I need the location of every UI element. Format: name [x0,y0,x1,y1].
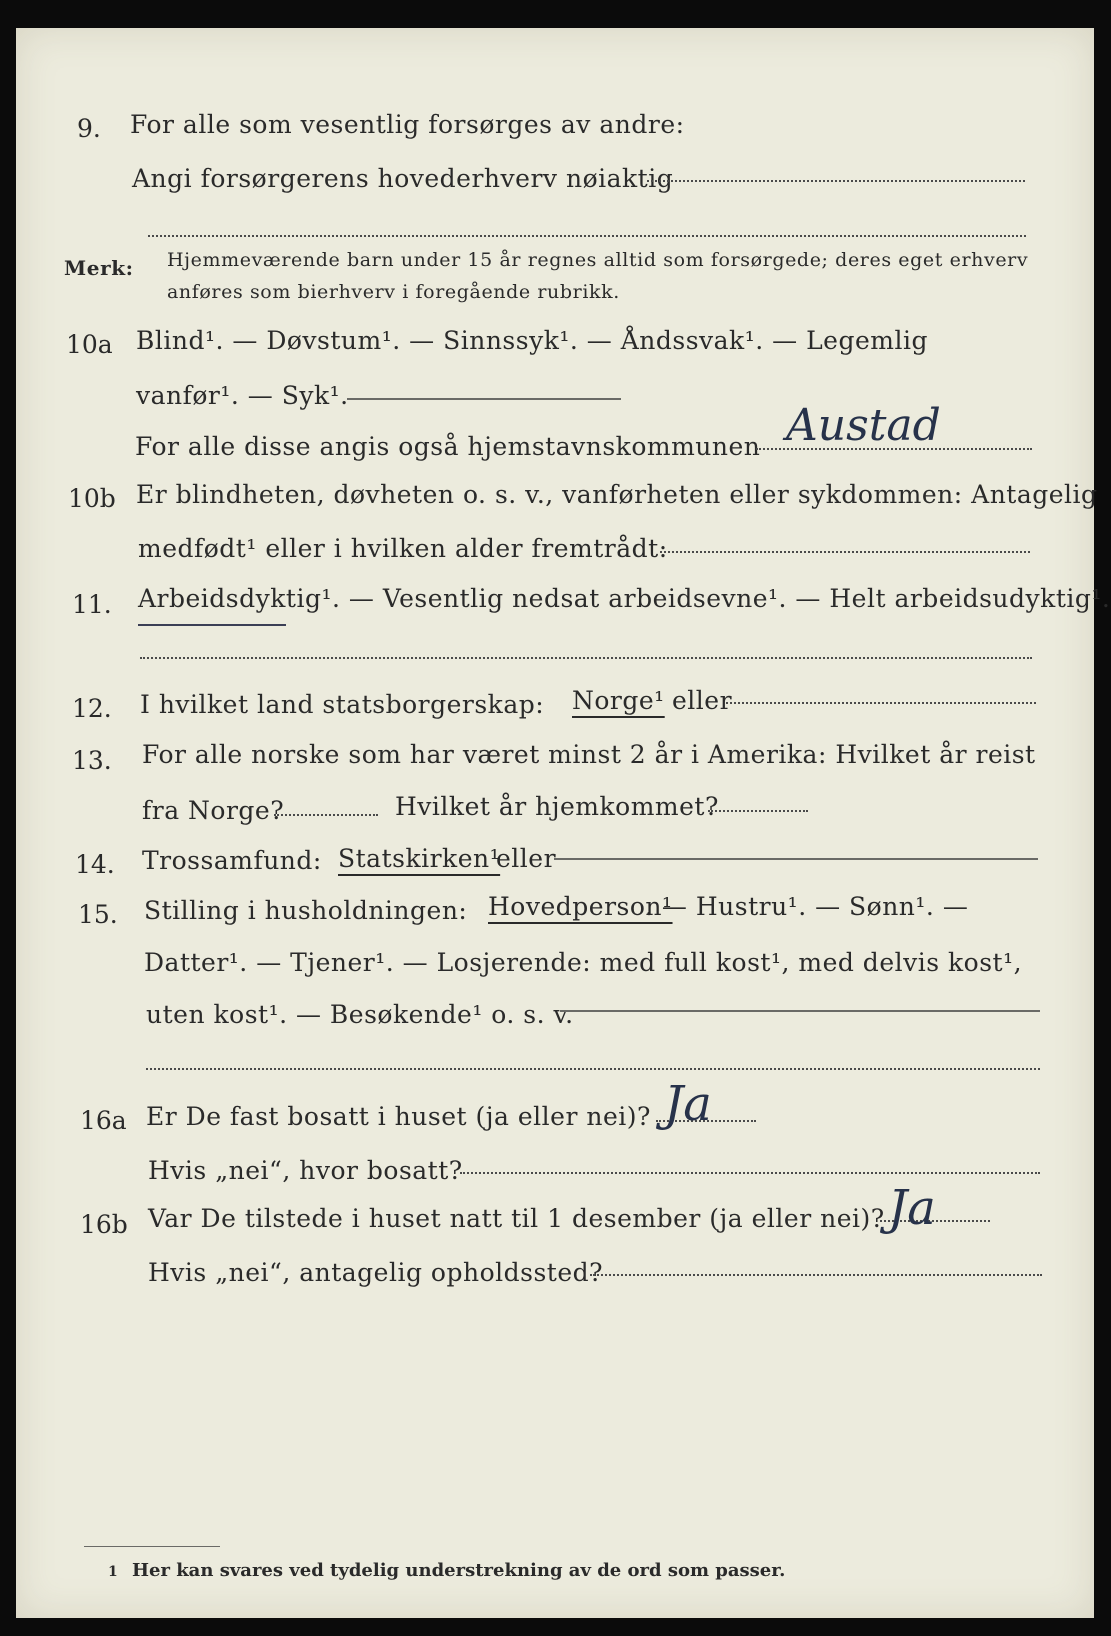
q12-label: I hvilket land statsborgerskap: [140,690,545,719]
q15-label: Stilling i husholdningen: [144,896,468,925]
q10a-municipality-label: For alle disse angis også hjemstavnskommunen [135,432,761,461]
q10a-municipality-answer: Austad [786,400,941,451]
q16b-question: Var De tilstede i huset natt til 1 desember (ja eller nei)? [148,1204,885,1233]
q16a-answer: Ja [664,1076,712,1132]
q9-occupation-field[interactable] [647,180,1025,182]
q15-options-line2: Datter¹. — Tjener¹. — Losjerende: med full kost¹, med delvis kost¹, [144,948,1023,977]
q14-number: 14. [75,850,115,879]
q13-return-label: Hvilket år hjemkommet? [395,792,719,821]
q13-text-line1: For alle norske som har været minst 2 år i Amerika: Hvilket år reist [142,740,1036,769]
q14-field[interactable] [554,858,1038,860]
q9-occupation-label: Angi forsørgerens hovederhverv nøiaktig [132,164,674,193]
q16b-whereabouts-field[interactable] [590,1274,1042,1276]
q16a-number: 16a [80,1106,127,1135]
q13-number: 13. [72,746,112,775]
q10b-text-line2: medfødt¹ eller i hvilken alder fremtrådt: [138,534,668,563]
q9-number: 9. [77,114,101,143]
q10a-options-line2: vanfør¹. — Syk¹. [136,381,349,410]
q10b-text-line1: Er blindheten, døvheten o. s. v., vanførheten eller sykdommen: Antagelig [136,480,1098,509]
q13-return-field[interactable] [708,810,808,812]
q16b-number: 16b [80,1210,128,1239]
footnote-mark: 1 [108,1564,118,1580]
q15-field[interactable] [560,1010,1040,1012]
q14-option-statskirken[interactable]: Statskirken¹ [338,844,501,873]
q15-options-line3: uten kost¹. — Besøkende¹ o. s. v. [146,1000,574,1029]
footnote-text: Her kan svares ved tydelig understrekning av de ord som passer. [132,1560,786,1581]
footnote-rule [84,1546,220,1547]
q11-underline-mark [138,624,286,626]
q12-number: 12. [72,694,112,723]
q16a-where-label: Hvis „nei“, hvor bosatt? [148,1156,463,1185]
q13-left-field[interactable] [274,814,378,816]
q9-occupation-field-2[interactable] [148,235,1026,237]
q9-text: For alle som vesentlig forsørges av andre: [130,110,685,139]
q16a-question: Er De fast bosatt i huset (ja eller nei)? [146,1102,651,1131]
q16b-whereabouts-label: Hvis „nei“, antagelig opholdssted? [148,1258,604,1287]
q10a-field[interactable] [347,398,621,400]
q15-option-hovedperson[interactable]: Hovedperson¹ [488,892,673,921]
q12-field[interactable] [726,702,1036,704]
merk-note-line2: anføres som bierhverv i foregående rubrikk. [167,281,620,303]
q11-options: Arbeidsdyktig¹. — Vesentlig nedsat arbeidsevne¹. — Helt arbeidsudyktig¹. [138,584,1111,613]
q10b-number: 10b [68,484,116,513]
merk-note-line1: Hjemmeværende barn under 15 år regnes alltid som forsørgede; deres eget erhverv [167,249,1029,271]
q14-or: eller [496,844,557,873]
q10b-age-field[interactable] [660,551,1030,553]
q15-field-2[interactable] [146,1068,1040,1070]
q16b-answer: Ja [888,1180,936,1236]
q12-option-norge[interactable]: Norge¹ [572,686,665,715]
q15-number: 15. [78,900,118,929]
q13-left-label: fra Norge? [142,796,285,825]
q11-number: 11. [72,590,112,619]
merk-label: Merk: [64,256,134,280]
q11-field[interactable] [140,657,1032,659]
q16a-where-field[interactable] [460,1172,1040,1174]
q10a-options-line1: Blind¹. — Døvstum¹. — Sinnssyk¹. — Åndssvak¹. — Legemlig [136,326,928,355]
q15-options-rest: . — Hustru¹. — Sønn¹. — [645,892,969,921]
q14-label: Trossamfund: [142,846,322,875]
q12-or: eller [672,686,733,715]
q10a-number: 10a [66,330,113,359]
